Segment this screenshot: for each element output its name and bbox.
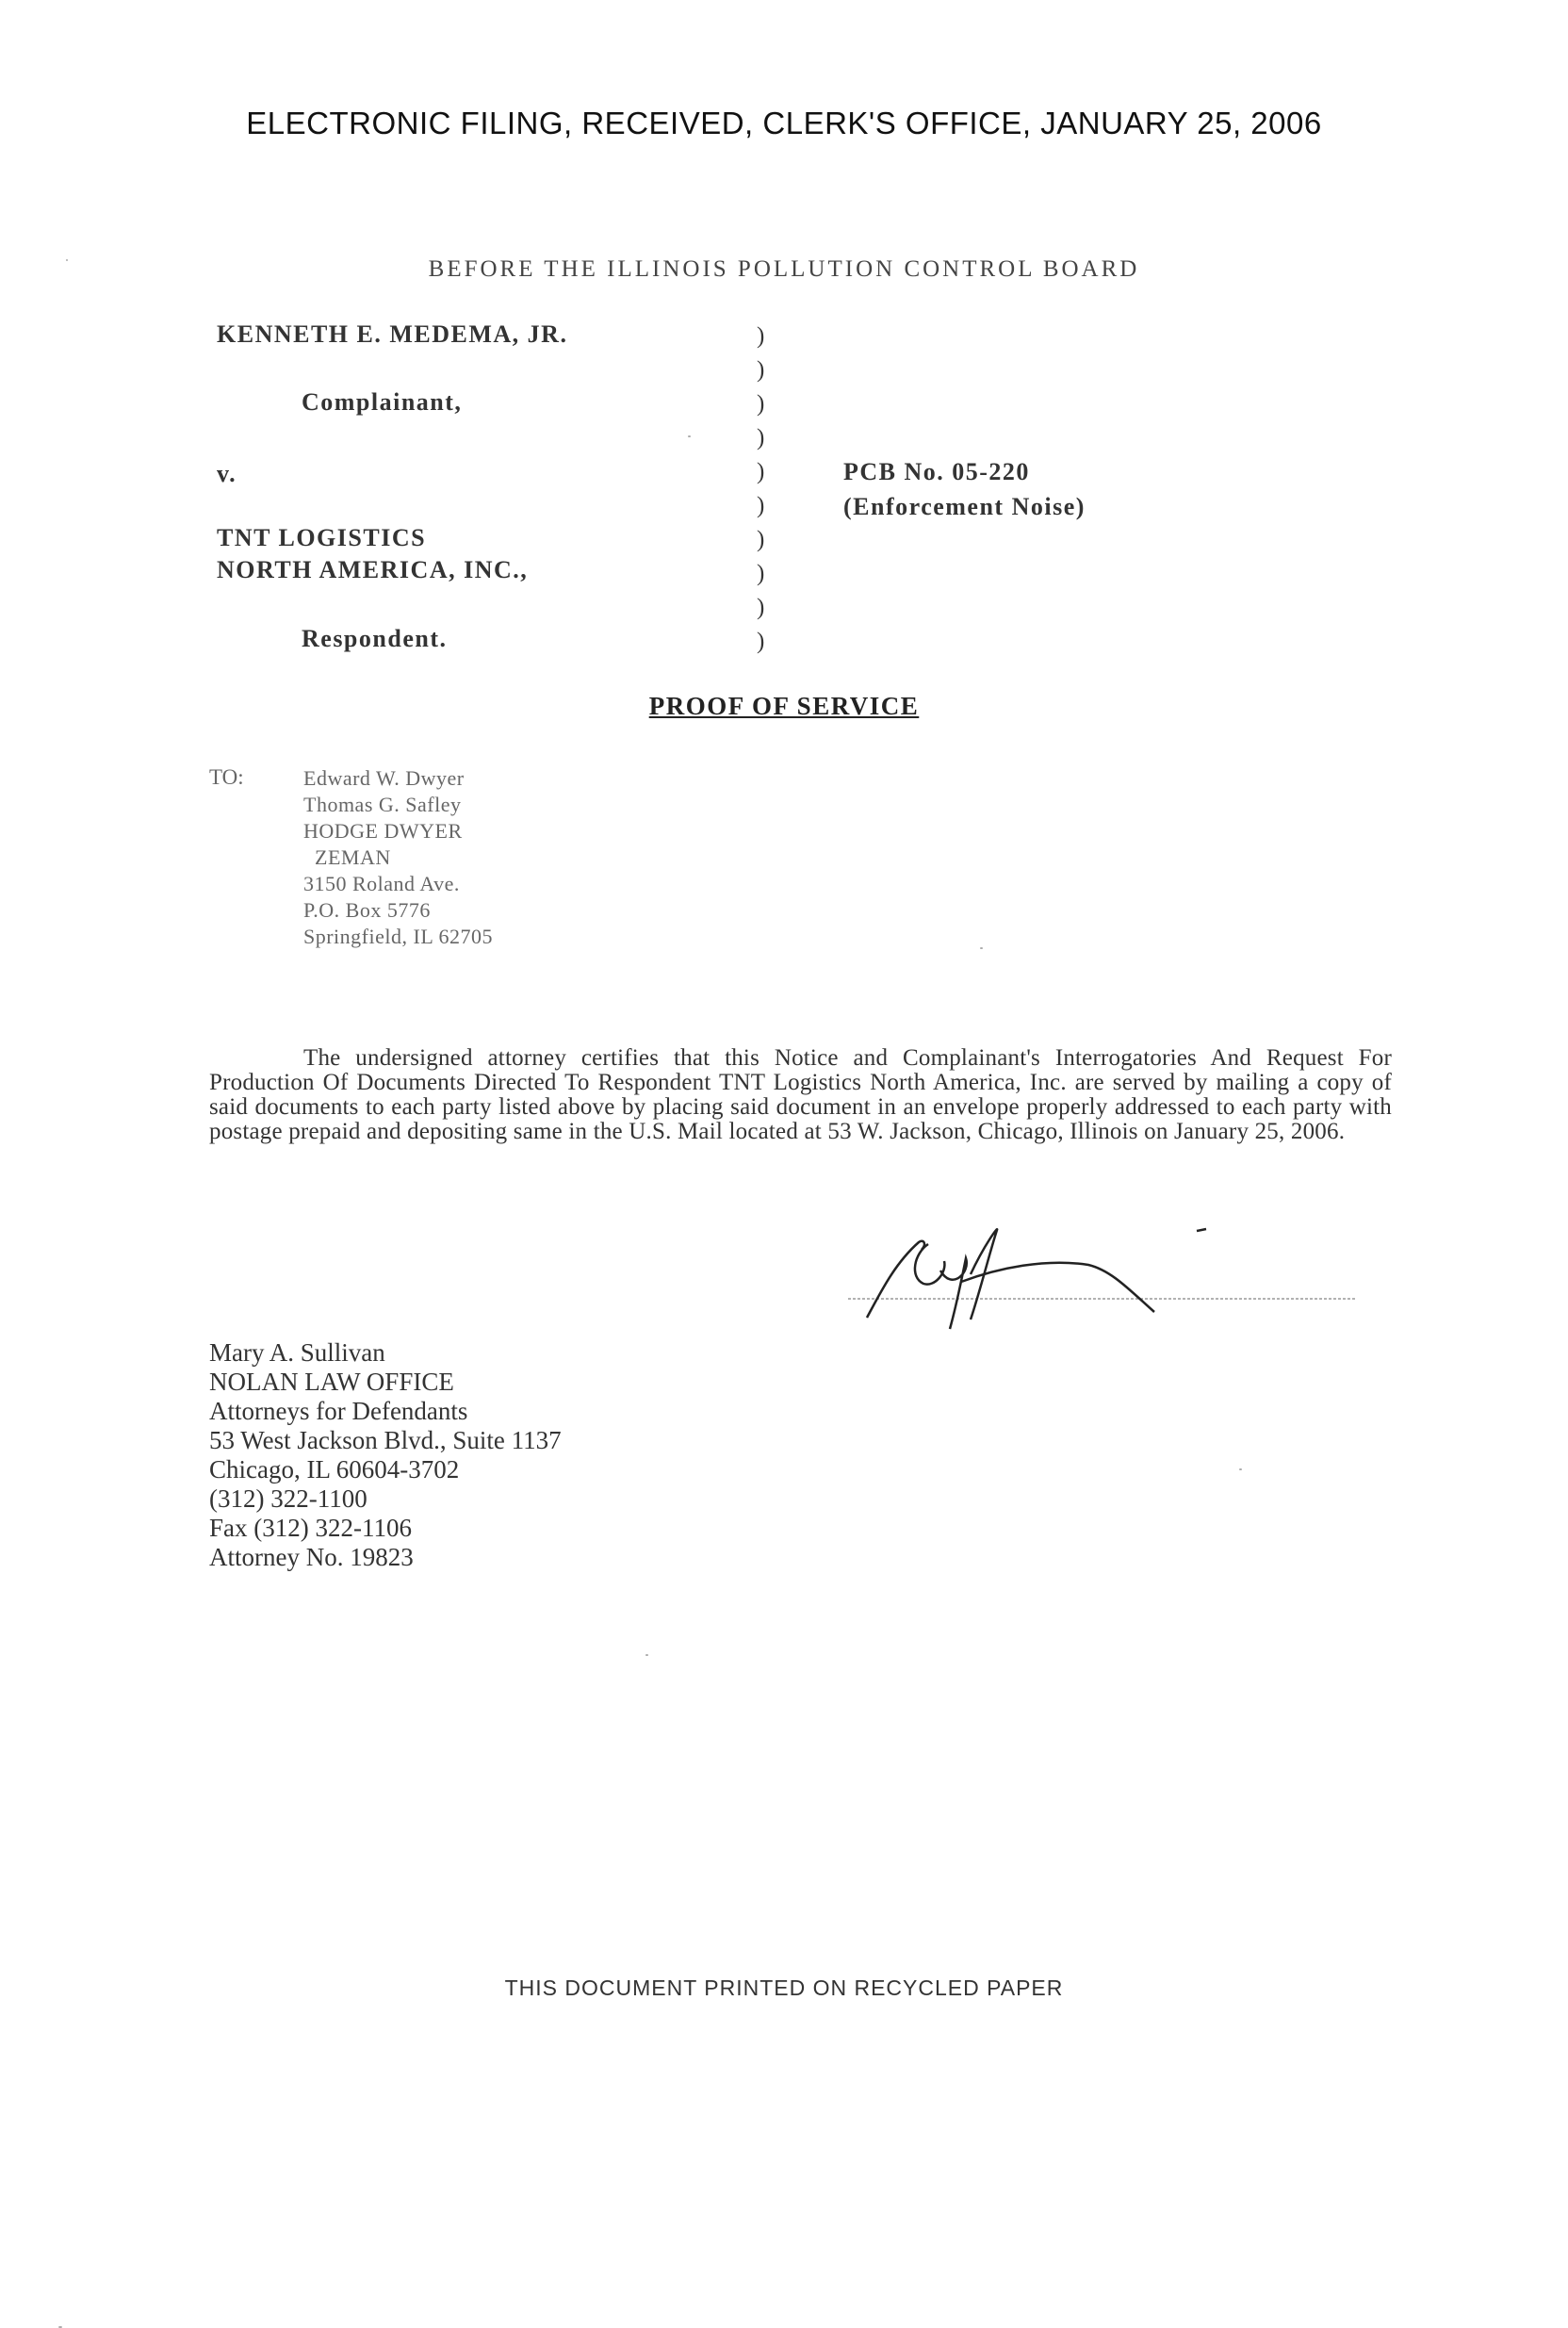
document-title <box>0 692 1568 721</box>
to-label: TO: <box>209 765 244 789</box>
paren: ) <box>757 493 765 518</box>
paren: ) <box>757 629 765 654</box>
complainant-role: Complainant, <box>302 388 463 416</box>
scan-speck <box>645 1654 648 1656</box>
case-info <box>843 454 1086 524</box>
case-type: (Enforcement Noise) <box>843 493 1086 520</box>
addressee-block <box>303 765 493 950</box>
signer-address: 53 West Jackson Blvd., Suite 1137 <box>209 1426 562 1454</box>
scan-speck <box>66 259 68 261</box>
recycled-paper-footer: THIS DOCUMENT PRINTED ON RECYCLED PAPER <box>504 1976 1064 2000</box>
addressee-line: Thomas G. Safley <box>303 793 462 816</box>
case-number: PCB No. 05-220 <box>843 458 1030 485</box>
signature-block <box>209 1338 562 1572</box>
respondent-name-line1: TNT LOGISTICS <box>217 524 427 551</box>
paren: ) <box>757 425 765 451</box>
signer-role: Attorneys for Defendants <box>209 1397 468 1425</box>
paren: ) <box>757 357 765 383</box>
signer-attorney-number: Attorney No. 19823 <box>209 1543 414 1571</box>
paren: ) <box>757 527 765 552</box>
versus-label: v. <box>217 460 237 487</box>
addressee-line: Springfield, IL 62705 <box>303 925 493 948</box>
addressee-line: HODGE DWYER <box>303 819 463 843</box>
filing-stamp: ELECTRONIC FILING, RECEIVED, CLERK'S OFFICE, JANUARY 25, 2006 <box>246 106 1322 140</box>
paren: ) <box>757 323 765 349</box>
scan-speck <box>1239 1468 1242 1470</box>
paren: ) <box>757 391 765 417</box>
scan-speck <box>688 435 691 437</box>
addressee-line: ZEMAN <box>315 845 391 869</box>
addressee-line: Edward W. Dwyer <box>303 766 465 790</box>
addressee-line: P.O. Box 5776 <box>303 898 431 922</box>
respondent-role: Respondent. <box>302 625 448 652</box>
paren: ) <box>757 561 765 586</box>
signer-name: Mary A. Sullivan <box>209 1338 385 1367</box>
scan-speck <box>980 947 983 949</box>
handwritten-signature <box>829 1216 1357 1348</box>
signer-firm: NOLAN LAW OFFICE <box>209 1368 454 1396</box>
signer-city: Chicago, IL 60604-3702 <box>209 1455 460 1484</box>
addressee-line: 3150 Roland Ave. <box>303 872 460 895</box>
paren: ) <box>757 459 765 484</box>
signer-phone: (312) 322-1100 <box>209 1484 368 1513</box>
court-heading: BEFORE THE ILLINOIS POLLUTION CONTROL BOARD <box>428 256 1140 282</box>
complainant-name: KENNETH E. MEDEMA, JR. <box>217 320 568 348</box>
title-text: PROOF OF SERVICE <box>648 692 920 720</box>
signer-fax: Fax (312) 322-1106 <box>209 1514 412 1542</box>
certification-paragraph: The undersigned attorney certifies that this Notice and Complainant's Interrogatories And Request For Production Of Documents Directed To Respondent TNT Logistics North America, Inc. are served by mailing a copy of said documents to each party listed above by placing said document in an envelope properly addressed to each party with postage prepaid and depositing same in the U.S. Mail located at 53 W. Jackson, Chicago, Illinois on January 25, 2006. <box>209 1045 1392 1144</box>
respondent-name-line2: NORTH AMERICA, INC., <box>217 556 529 583</box>
paren: ) <box>757 595 765 620</box>
